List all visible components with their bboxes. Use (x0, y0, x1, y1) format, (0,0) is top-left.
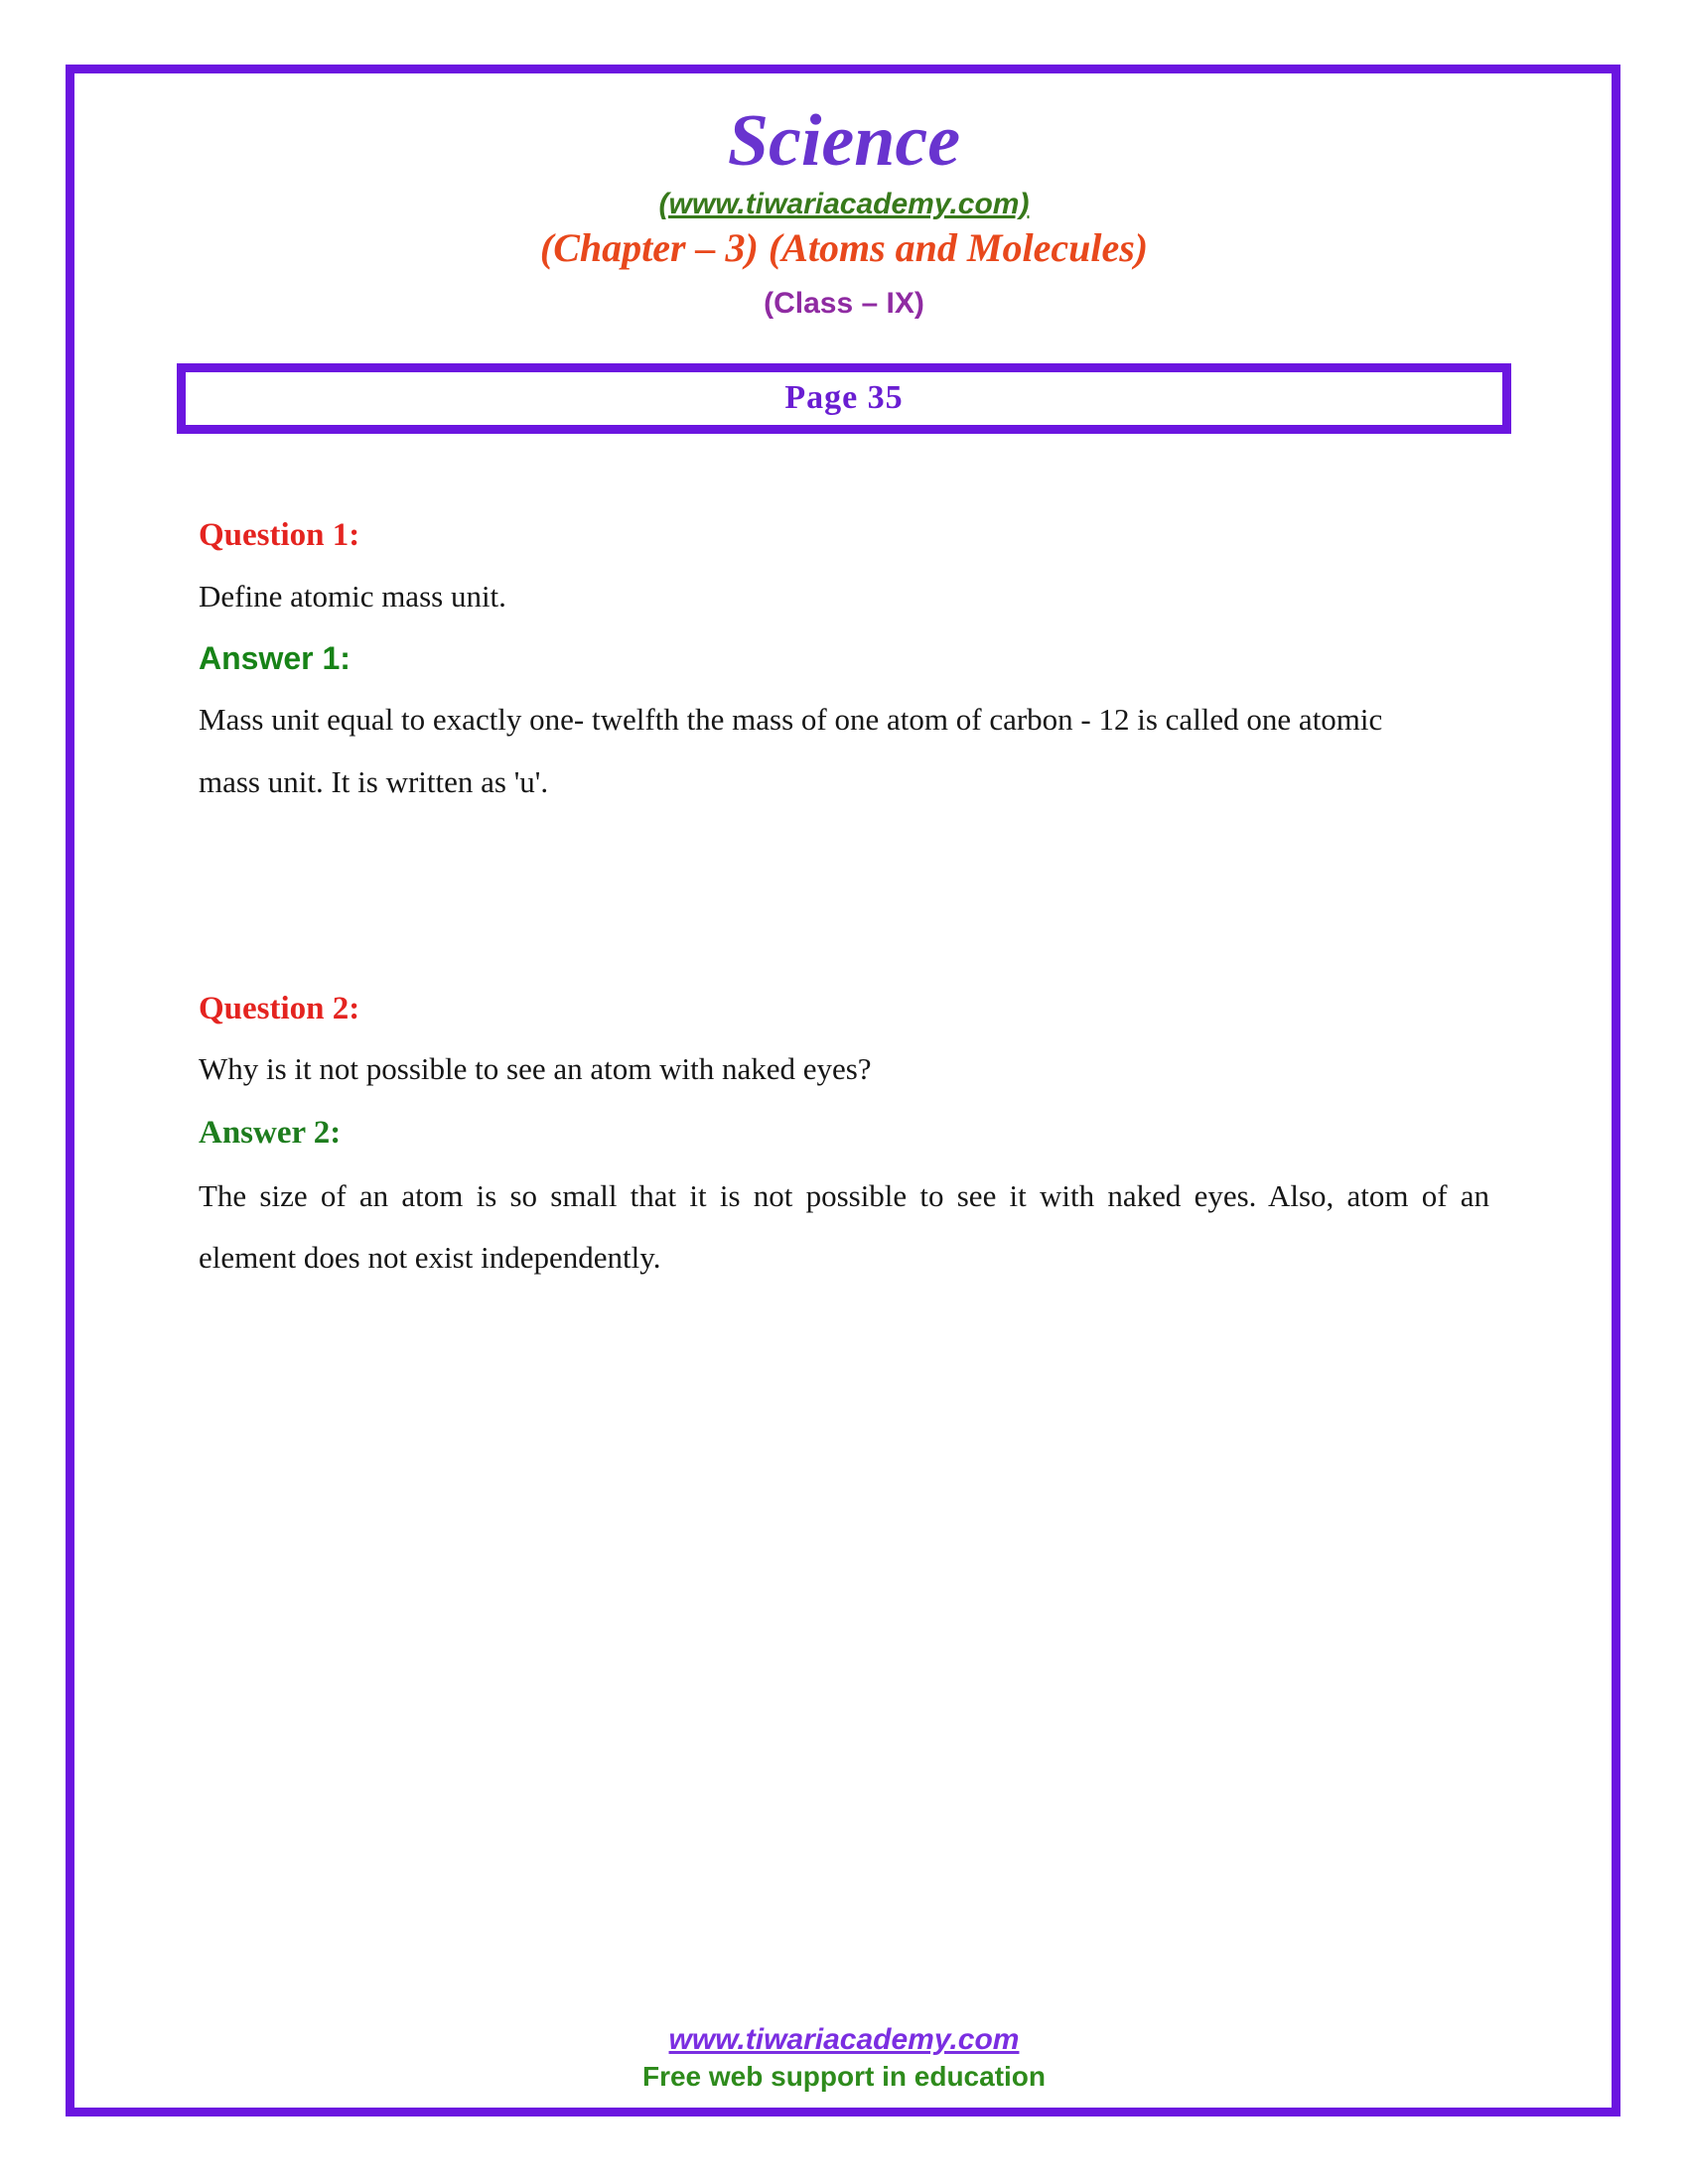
header-website-link-text[interactable]: (www.tiwariacademy.com) (658, 188, 1030, 220)
header-website-link[interactable] (0, 187, 1688, 222)
footer-website-link[interactable] (0, 2022, 1688, 2058)
answer-2-line-2: element does not exist independently. (199, 1240, 661, 1275)
page-number-label: Page 35 (784, 379, 904, 416)
answer-2-line-1: The size of an atom is so small that it is not possible to see it with naked eyes. Also, atom of an (199, 1178, 1489, 1213)
class-heading: (Class – IX) (764, 287, 924, 320)
footer-website-link-text[interactable]: www.tiwariacademy.com (668, 2023, 1020, 2056)
question-1-text: Define atomic mass unit. (199, 579, 506, 614)
footer-tagline: Free web support in education (641, 2061, 1047, 2092)
answer-1-label: Answer 1: (199, 640, 351, 676)
question-1-label: Question 1: (199, 517, 360, 553)
document-title: Science (727, 100, 961, 182)
answer-1-line-1: Mass unit equal to exactly one- twelfth the mass of one atom of carbon - 12 is called one atomic (199, 702, 1383, 737)
chapter-heading: (Chapter – 3) (Atoms and Molecules) (539, 225, 1149, 270)
question-2-text: Why is it not possible to see an atom with naked eyes? (199, 1051, 872, 1086)
answer-1-line-2: mass unit. It is written as 'u'. (199, 764, 549, 799)
page-number-banner (177, 363, 1511, 434)
answer-2-label: Answer 2: (199, 1115, 342, 1151)
question-2-label: Question 2: (199, 991, 360, 1026)
